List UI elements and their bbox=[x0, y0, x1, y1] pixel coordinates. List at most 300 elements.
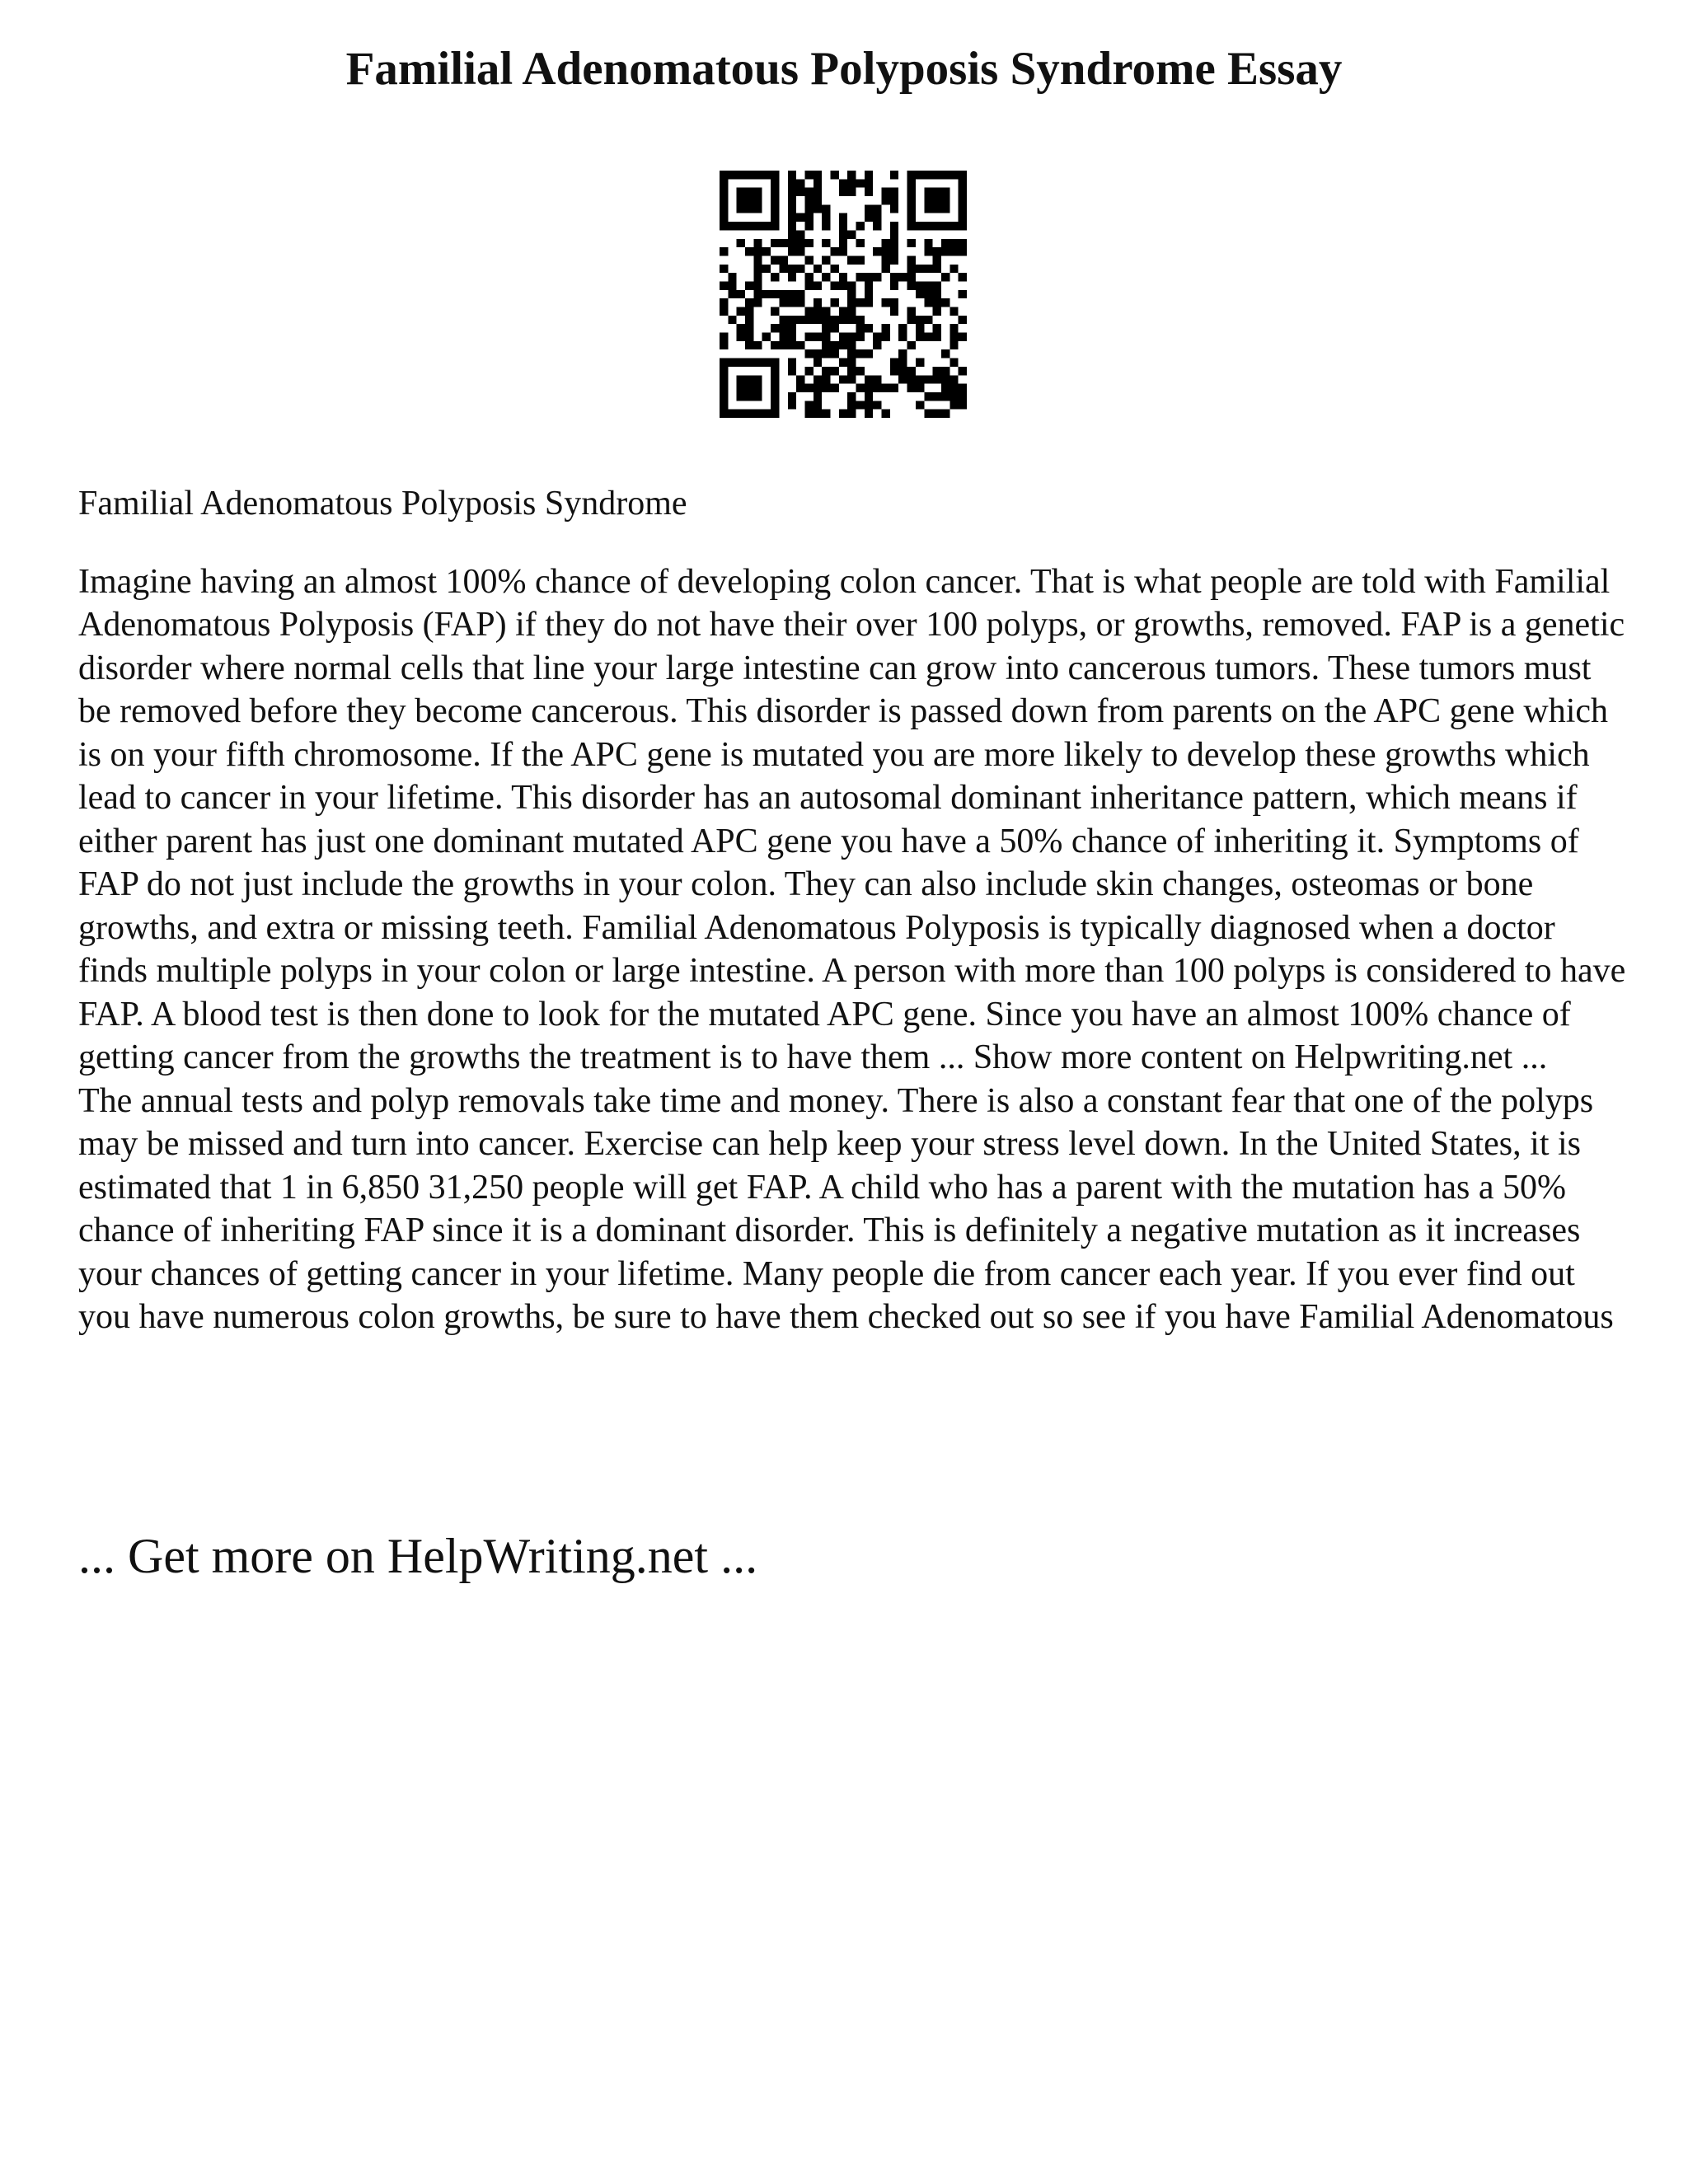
qr-module bbox=[924, 290, 932, 298]
qr-module bbox=[933, 255, 941, 264]
qr-module bbox=[865, 349, 873, 358]
qr-module bbox=[745, 316, 753, 324]
qr-module bbox=[720, 307, 728, 316]
qr-module bbox=[907, 179, 916, 187]
qr-module bbox=[720, 188, 728, 196]
qr-module bbox=[822, 384, 830, 392]
qr-module bbox=[720, 179, 728, 187]
qr-module bbox=[865, 324, 873, 332]
qr-module bbox=[788, 341, 796, 349]
qr-module bbox=[856, 349, 865, 358]
qr-module bbox=[882, 247, 890, 255]
qr-module bbox=[907, 213, 916, 222]
qr-module bbox=[771, 341, 779, 349]
qr-module bbox=[720, 265, 728, 273]
qr-module bbox=[753, 341, 762, 349]
qr-module bbox=[720, 171, 728, 179]
qr-module bbox=[890, 230, 898, 238]
qr-module bbox=[856, 255, 865, 264]
qr-module bbox=[882, 324, 890, 332]
qr-module bbox=[720, 392, 728, 401]
qr-module bbox=[804, 401, 813, 409]
qr-module bbox=[933, 392, 941, 401]
qr-module bbox=[771, 367, 779, 375]
qr-module bbox=[924, 265, 932, 273]
qr-module bbox=[737, 324, 745, 332]
qr-module bbox=[788, 392, 796, 401]
qr-module bbox=[788, 171, 796, 179]
qr-module bbox=[796, 290, 804, 298]
qr-module bbox=[924, 247, 932, 255]
qr-module bbox=[745, 392, 753, 401]
qr-module bbox=[745, 384, 753, 392]
qr-module bbox=[788, 222, 796, 230]
qr-module bbox=[924, 239, 932, 247]
qr-module bbox=[890, 204, 898, 213]
qr-module bbox=[865, 410, 873, 418]
qr-module bbox=[933, 298, 941, 307]
qr-module bbox=[788, 367, 796, 375]
qr-module bbox=[933, 171, 941, 179]
qr-module bbox=[950, 265, 958, 273]
qr-module bbox=[882, 384, 890, 392]
qr-module bbox=[865, 281, 873, 289]
qr-module bbox=[822, 349, 830, 358]
qr-module bbox=[959, 247, 967, 255]
qr-module bbox=[745, 324, 753, 332]
qr-module bbox=[941, 349, 950, 358]
qr-module bbox=[933, 375, 941, 383]
qr-module bbox=[745, 188, 753, 196]
qr-module bbox=[779, 333, 787, 341]
qr-module bbox=[873, 333, 881, 341]
qr-module bbox=[753, 359, 762, 367]
qr-module bbox=[720, 359, 728, 367]
qr-module bbox=[753, 222, 762, 230]
qr-module bbox=[873, 341, 881, 349]
qr-module bbox=[847, 333, 856, 341]
qr-module bbox=[941, 247, 950, 255]
qr-module bbox=[856, 367, 865, 375]
qr-module bbox=[873, 375, 881, 383]
qr-module bbox=[950, 307, 958, 316]
qr-module bbox=[822, 213, 830, 222]
qr-module bbox=[865, 401, 873, 409]
qr-module bbox=[907, 281, 916, 289]
qr-module bbox=[804, 255, 813, 264]
qr-module bbox=[737, 196, 745, 204]
qr-module bbox=[788, 196, 796, 204]
qr-module bbox=[771, 239, 779, 247]
qr-module bbox=[873, 384, 881, 392]
qr-module bbox=[865, 179, 873, 187]
qr-module bbox=[907, 307, 916, 316]
qr-module bbox=[959, 204, 967, 213]
qr-module bbox=[745, 281, 753, 289]
qr-module bbox=[839, 375, 847, 383]
qr-module bbox=[916, 222, 924, 230]
qr-module bbox=[830, 384, 838, 392]
qr-module bbox=[753, 392, 762, 401]
qr-module bbox=[771, 384, 779, 392]
qr-module bbox=[941, 222, 950, 230]
qr-module bbox=[847, 392, 856, 401]
qr-module bbox=[873, 273, 881, 281]
qr-module bbox=[737, 171, 745, 179]
qr-module bbox=[728, 273, 736, 281]
qr-module bbox=[924, 204, 932, 213]
qr-module bbox=[753, 273, 762, 281]
qr-module bbox=[737, 204, 745, 213]
qr-module bbox=[720, 401, 728, 409]
qr-module bbox=[924, 298, 932, 307]
qr-module bbox=[771, 179, 779, 187]
qr-module bbox=[933, 324, 941, 332]
qr-module bbox=[728, 410, 736, 418]
qr-module bbox=[771, 213, 779, 222]
qr-module bbox=[916, 384, 924, 392]
qr-module bbox=[839, 247, 847, 255]
qr-module bbox=[804, 213, 813, 222]
qr-module bbox=[830, 349, 838, 358]
qr-module bbox=[865, 375, 873, 383]
qr-module bbox=[830, 324, 838, 332]
qr-module bbox=[959, 196, 967, 204]
qr-module bbox=[788, 316, 796, 324]
qr-module bbox=[865, 188, 873, 196]
qr-module bbox=[779, 324, 787, 332]
qr-module bbox=[847, 171, 856, 179]
qr-module bbox=[839, 222, 847, 230]
qr-module bbox=[865, 171, 873, 179]
qr-module bbox=[788, 239, 796, 247]
qr-module bbox=[788, 290, 796, 298]
qr-module bbox=[753, 188, 762, 196]
qr-module bbox=[933, 333, 941, 341]
qr-module bbox=[822, 222, 830, 230]
qr-module bbox=[950, 171, 958, 179]
qr-module bbox=[771, 401, 779, 409]
qr-module bbox=[890, 239, 898, 247]
qr-module bbox=[737, 188, 745, 196]
qr-module bbox=[720, 222, 728, 230]
qr-module bbox=[737, 359, 745, 367]
qr-module bbox=[941, 239, 950, 247]
qr-module bbox=[950, 401, 958, 409]
qr-module bbox=[822, 375, 830, 383]
qr-module bbox=[847, 375, 856, 383]
qr-module bbox=[771, 324, 779, 332]
qr-module bbox=[762, 410, 771, 418]
qr-module bbox=[745, 307, 753, 316]
qr-module bbox=[839, 179, 847, 187]
qr-module bbox=[814, 401, 822, 409]
qr-module bbox=[737, 333, 745, 341]
qr-module bbox=[788, 188, 796, 196]
qr-module bbox=[882, 239, 890, 247]
qr-module bbox=[839, 281, 847, 289]
qr-module bbox=[728, 359, 736, 367]
qr-module bbox=[804, 307, 813, 316]
qr-module bbox=[788, 230, 796, 238]
qr-module bbox=[720, 298, 728, 307]
qr-module bbox=[941, 204, 950, 213]
qr-module bbox=[796, 213, 804, 222]
qr-module bbox=[847, 298, 856, 307]
qr-module bbox=[907, 316, 916, 324]
qr-module bbox=[745, 359, 753, 367]
qr-module bbox=[814, 375, 822, 383]
qr-module bbox=[745, 247, 753, 255]
qr-module bbox=[822, 273, 830, 281]
qr-module bbox=[916, 324, 924, 332]
qr-module bbox=[839, 307, 847, 316]
qr-module bbox=[847, 349, 856, 358]
qr-module bbox=[839, 230, 847, 238]
qr-module bbox=[856, 324, 865, 332]
qr-module bbox=[753, 171, 762, 179]
qr-module bbox=[839, 333, 847, 341]
qr-module bbox=[745, 298, 753, 307]
qr-module bbox=[890, 273, 898, 281]
qr-module bbox=[745, 375, 753, 383]
qr-module bbox=[720, 384, 728, 392]
qr-module bbox=[771, 392, 779, 401]
qr-module bbox=[720, 247, 728, 255]
qr-module bbox=[753, 247, 762, 255]
qr-module bbox=[916, 281, 924, 289]
qr-module bbox=[779, 290, 787, 298]
qr-module bbox=[796, 247, 804, 255]
qr-module bbox=[907, 384, 916, 392]
qr-module bbox=[788, 204, 796, 213]
qr-module bbox=[916, 375, 924, 383]
qr-module bbox=[822, 204, 830, 213]
qr-module bbox=[865, 392, 873, 401]
qr-module bbox=[924, 375, 932, 383]
get-more-link[interactable]: ... Get more on HelpWriting.net ... bbox=[78, 1529, 758, 1583]
qr-module bbox=[882, 265, 890, 273]
qr-module bbox=[890, 307, 898, 316]
qr-module bbox=[873, 247, 881, 255]
qr-module bbox=[822, 255, 830, 264]
qr-module bbox=[916, 401, 924, 409]
qr-module bbox=[950, 392, 958, 401]
qr-module bbox=[916, 333, 924, 341]
qr-module bbox=[856, 179, 865, 187]
qr-module bbox=[830, 367, 838, 375]
qr-module bbox=[933, 188, 941, 196]
qr-module bbox=[941, 188, 950, 196]
qr-module bbox=[890, 255, 898, 264]
qr-module bbox=[822, 307, 830, 316]
qr-module bbox=[907, 171, 916, 179]
qr-module bbox=[941, 384, 950, 392]
qr-module bbox=[771, 222, 779, 230]
qr-module bbox=[856, 222, 865, 230]
qr-module bbox=[959, 213, 967, 222]
qr-module bbox=[950, 324, 958, 332]
qr-module bbox=[788, 324, 796, 332]
qr-module bbox=[771, 204, 779, 213]
qr-module bbox=[847, 281, 856, 289]
qr-module bbox=[907, 341, 916, 349]
qr-module bbox=[950, 359, 958, 367]
qr-module bbox=[796, 239, 804, 247]
qr-module bbox=[907, 375, 916, 383]
qr-module bbox=[779, 255, 787, 264]
qr-module bbox=[907, 188, 916, 196]
qr-module bbox=[788, 298, 796, 307]
qr-module bbox=[916, 265, 924, 273]
qr-module bbox=[762, 333, 771, 341]
qr-module bbox=[822, 367, 830, 375]
qr-module bbox=[804, 333, 813, 341]
qr-module bbox=[728, 171, 736, 179]
qr-module bbox=[771, 307, 779, 316]
qr-module bbox=[950, 222, 958, 230]
qr-module bbox=[737, 307, 745, 316]
qr-module bbox=[753, 290, 762, 298]
qr-module bbox=[839, 341, 847, 349]
qr-module bbox=[814, 281, 822, 289]
qr-module bbox=[847, 188, 856, 196]
qr-module bbox=[804, 188, 813, 196]
qr-module bbox=[762, 290, 771, 298]
qr-module bbox=[796, 265, 804, 273]
qr-module bbox=[771, 255, 779, 264]
qr-module bbox=[959, 239, 967, 247]
qr-module bbox=[753, 384, 762, 392]
qr-module bbox=[796, 188, 804, 196]
qr-module bbox=[804, 273, 813, 281]
qr-module bbox=[771, 188, 779, 196]
qr-module bbox=[720, 196, 728, 204]
qr-module bbox=[788, 213, 796, 222]
qr-module bbox=[898, 349, 907, 358]
qr-module bbox=[907, 204, 916, 213]
qr-module bbox=[856, 239, 865, 247]
qr-module bbox=[814, 384, 822, 392]
qr-module bbox=[753, 375, 762, 383]
qr-module bbox=[745, 196, 753, 204]
qr-module bbox=[804, 196, 813, 204]
qr-module bbox=[847, 179, 856, 187]
qr-module bbox=[865, 213, 873, 222]
qr-module bbox=[890, 188, 898, 196]
qr-module bbox=[890, 171, 898, 179]
qr-module bbox=[804, 410, 813, 418]
qr-module bbox=[847, 341, 856, 349]
qr-module bbox=[847, 359, 856, 367]
qr-module bbox=[822, 316, 830, 324]
qr-module bbox=[907, 239, 916, 247]
qr-module bbox=[847, 367, 856, 375]
qr-module bbox=[907, 196, 916, 204]
qr-module bbox=[907, 265, 916, 273]
qr-module bbox=[856, 384, 865, 392]
qr-module bbox=[941, 273, 950, 281]
qr-module bbox=[796, 384, 804, 392]
qr-module bbox=[830, 247, 838, 255]
qr-module bbox=[737, 384, 745, 392]
qr-code-graphic bbox=[720, 171, 967, 418]
qr-module bbox=[814, 188, 822, 196]
qr-module bbox=[804, 204, 813, 213]
qr-module bbox=[753, 410, 762, 418]
qr-module bbox=[814, 333, 822, 341]
qr-module bbox=[959, 188, 967, 196]
qr-module bbox=[720, 410, 728, 418]
qr-module bbox=[856, 316, 865, 324]
qr-module bbox=[873, 222, 881, 230]
qr-module bbox=[898, 273, 907, 281]
qr-module bbox=[720, 281, 728, 289]
qr-module bbox=[924, 333, 932, 341]
page-title: Familial Adenomatous Polyposis Syndrome Essay bbox=[345, 43, 1343, 95]
qr-module bbox=[814, 298, 822, 307]
qr-module bbox=[788, 401, 796, 409]
qr-module bbox=[830, 298, 838, 307]
qr-module bbox=[839, 316, 847, 324]
qr-module bbox=[737, 290, 745, 298]
qr-module bbox=[753, 255, 762, 264]
qr-module bbox=[737, 410, 745, 418]
qr-module bbox=[814, 316, 822, 324]
qr-module bbox=[950, 333, 958, 341]
qr-module bbox=[796, 179, 804, 187]
qr-module bbox=[873, 401, 881, 409]
qr-module bbox=[753, 281, 762, 289]
qr-module bbox=[762, 265, 771, 273]
qr-module bbox=[933, 367, 941, 375]
qr-module bbox=[933, 247, 941, 255]
qr-module bbox=[762, 247, 771, 255]
qr-module bbox=[804, 316, 813, 324]
qr-module bbox=[950, 247, 958, 255]
qr-module bbox=[847, 290, 856, 298]
qr-module bbox=[941, 171, 950, 179]
qr-module bbox=[796, 298, 804, 307]
qr-module bbox=[814, 410, 822, 418]
qr-module bbox=[814, 392, 822, 401]
qr-module bbox=[933, 307, 941, 316]
qr-module bbox=[959, 333, 967, 341]
qr-module bbox=[890, 298, 898, 307]
qr-module bbox=[890, 367, 898, 375]
qr-module bbox=[779, 239, 787, 247]
qr-module bbox=[865, 298, 873, 307]
qr-module bbox=[907, 255, 916, 264]
qr-module bbox=[814, 307, 822, 316]
qr-module bbox=[728, 290, 736, 298]
qr-module bbox=[959, 316, 967, 324]
qr-module bbox=[856, 298, 865, 307]
qr-module bbox=[822, 341, 830, 349]
qr-module bbox=[753, 298, 762, 307]
essay-body bbox=[78, 482, 1628, 1339]
qr-module bbox=[933, 204, 941, 213]
qr-module bbox=[745, 204, 753, 213]
qr-module bbox=[950, 375, 958, 383]
qr-module bbox=[804, 239, 813, 247]
essay-paragraph-1: Imagine having an almost 100% chance of developing colon cancer. That is what people are told with Familial Adenomatous Polyposis (FAP) if they do not have their over 100 polyps, or growths, removed. FAP is a genetic disorder where normal cells that line your large intestine can grow into cancerous tumors. These tumors must be removed before they become cancerous. This disorder is passed down from parents on the APC gene which is on your fifth chromosome. If the APC gene is mutated you are more likely to develop these growths which lead to cancer in your lifetime. This disorder has an autosomal dominant inheritance pattern, which means if either parent has just one dominant mutated APC gene you have a 50% chance of inheriting it. Symptoms of FAP do not just include the growths in your colon. They can also include skin changes, osteomas or bone growths, and extra or missing teeth. Familial Adenomatous Polyposis is typically diagnosed when a doctor finds multiple polyps in your colon or large intestine. A person with more than 100 polyps is considered to have FAP. A blood test is then done to look for the mutated APC gene. Since you have an almost 100% chance of getting cancer from the growths the treatment is to have them ... Show more content on Helpwriting.net ... bbox=[78, 562, 1626, 1076]
qr-module bbox=[890, 359, 898, 367]
essay-subtitle: Familial Adenomatous Polyposis Syndrome bbox=[78, 485, 687, 523]
qr-module bbox=[804, 349, 813, 358]
qr-module bbox=[745, 222, 753, 230]
qr-module bbox=[898, 375, 907, 383]
